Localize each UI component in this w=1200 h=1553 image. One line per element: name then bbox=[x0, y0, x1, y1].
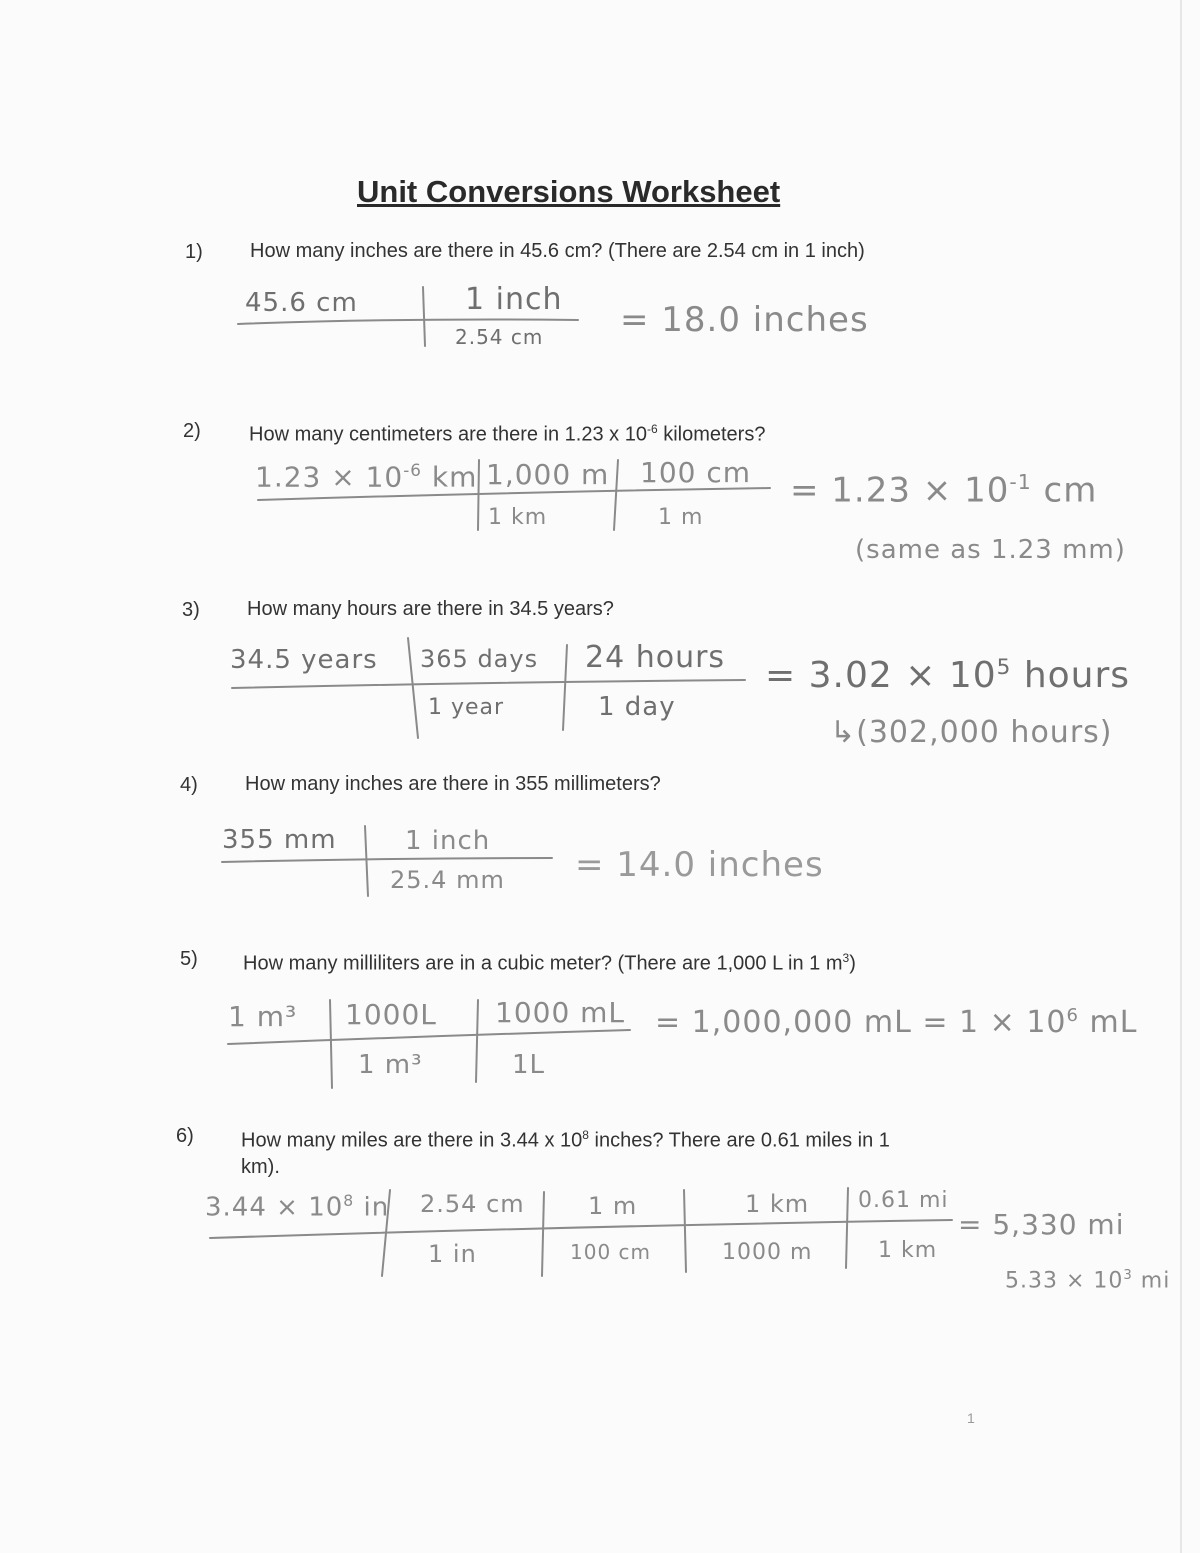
q5-numerator-1: 1 m³ bbox=[228, 1000, 298, 1033]
q2-answer: = $1.23 \times 10^{-1}$ cm bbox=[790, 470, 1098, 511]
q2-numerator-3: 100 cm bbox=[640, 456, 752, 489]
q6-numerator-4: 1 km bbox=[745, 1190, 810, 1218]
question-4-number: 4) bbox=[180, 774, 198, 796]
q3-divider-1 bbox=[408, 638, 418, 738]
question-6-number: 6) bbox=[176, 1125, 194, 1147]
question-3-number: 3) bbox=[182, 599, 200, 621]
q5-answer: = 1,000,000 mL = $1 \times 10^6$ mL bbox=[655, 1005, 1138, 1040]
question-2-number: 2) bbox=[183, 420, 201, 442]
q5-numerator-3: 1000 mL bbox=[495, 996, 626, 1029]
q3-denominator-1: 1 year bbox=[428, 695, 505, 720]
q5-divider-1 bbox=[330, 1000, 332, 1088]
q1-numerator-1: 45.6 cm bbox=[245, 288, 358, 318]
question-5-number: 5) bbox=[180, 948, 198, 970]
q2-note: (same as 1.23 mm) bbox=[855, 535, 1126, 565]
q4-divider bbox=[365, 826, 368, 896]
q5-numerator-2: 1000L bbox=[345, 998, 437, 1031]
question-6-text: How many miles are there in 3.44 x $10^8$ inches? There are 0.61 miles in 1 km). bbox=[241, 1128, 890, 1178]
q1-answer: = 18.0 inches bbox=[620, 300, 869, 340]
question-2-text: How many centimeters are there in 1.23 x $10^{-6}$ kilometers? bbox=[249, 422, 766, 446]
page-number: 1 bbox=[967, 1410, 975, 1426]
q2-divider-2 bbox=[614, 460, 618, 530]
q4-numerator-2: 1 inch bbox=[405, 826, 491, 856]
q3-numerator-1: 34.5 years bbox=[230, 645, 378, 675]
q2-denominator-2: 1 m bbox=[658, 505, 704, 530]
q5-denominator-1: 1 m³ bbox=[358, 1050, 423, 1080]
q6-denominator-2: 100 cm bbox=[570, 1240, 652, 1264]
q2-denominator-1: 1 km bbox=[488, 505, 548, 530]
q1-numerator-2: 1 inch bbox=[465, 282, 563, 317]
q3-numerator-3: 24 hours bbox=[585, 640, 726, 675]
q4-answer: = 14.0 inches bbox=[575, 845, 824, 885]
q6-answer: = 5,330 mi bbox=[958, 1208, 1125, 1241]
q1-denominator-1: 2.54 cm bbox=[455, 325, 544, 349]
question-5-text: How many milliliters are in a cubic meter? (There are 1,000 L in 1 $m^3$) bbox=[243, 951, 856, 975]
q6-divider-4 bbox=[846, 1188, 848, 1268]
q5-denominator-2: 1L bbox=[512, 1050, 546, 1080]
q6-numerator-2: 2.54 cm bbox=[420, 1190, 525, 1218]
question-1-number: 1) bbox=[185, 241, 203, 263]
q1-fraction-bar bbox=[238, 320, 578, 325]
q6-numerator-5: 0.61 mi bbox=[858, 1188, 949, 1213]
q4-fraction-bar bbox=[222, 858, 552, 862]
q4-numerator-1: 355 mm bbox=[222, 825, 337, 855]
q6-denominator-1: 1 in bbox=[428, 1240, 477, 1268]
page-title: Unit Conversions Worksheet bbox=[357, 174, 781, 209]
q6-divider-3 bbox=[684, 1190, 686, 1272]
q2-numerator-1: $1.23 \times 10^{-6}$ km bbox=[255, 460, 478, 494]
q3-numerator-2: 365 days bbox=[420, 645, 539, 673]
question-3-text: How many hours are there in 34.5 years? bbox=[247, 598, 614, 620]
q3-note: ↳(302,000 hours) bbox=[830, 715, 1113, 750]
q6-numerator-3: 1 m bbox=[588, 1192, 638, 1220]
q6-note: $5.33 \times 10^3$ mi bbox=[1005, 1268, 1171, 1294]
q2-divider-1 bbox=[478, 460, 479, 530]
q2-numerator-2: 1,000 m bbox=[486, 458, 610, 491]
q3-fraction-bar bbox=[232, 680, 745, 688]
q3-answer: = $3.02 \times 10^5$ hours bbox=[765, 655, 1131, 696]
q4-denominator-1: 25.4 mm bbox=[390, 866, 505, 894]
q6-numerator-1: $3.44 \times 10^8$ in bbox=[205, 1192, 390, 1223]
q5-divider-2 bbox=[476, 1000, 478, 1082]
q3-denominator-2: 1 day bbox=[598, 692, 676, 722]
q6-denominator-3: 1000 m bbox=[722, 1240, 813, 1265]
question-4-text: How many inches are there in 355 millimeters? bbox=[245, 773, 661, 795]
q6-fraction-bar bbox=[210, 1220, 952, 1238]
q1-divider bbox=[423, 287, 425, 346]
q3-divider-2 bbox=[563, 645, 567, 730]
q6-denominator-4: 1 km bbox=[878, 1238, 938, 1263]
q6-divider-2 bbox=[542, 1192, 544, 1276]
question-1-text: How many inches are there in 45.6 cm? (There are 2.54 cm in 1 inch) bbox=[250, 240, 865, 262]
